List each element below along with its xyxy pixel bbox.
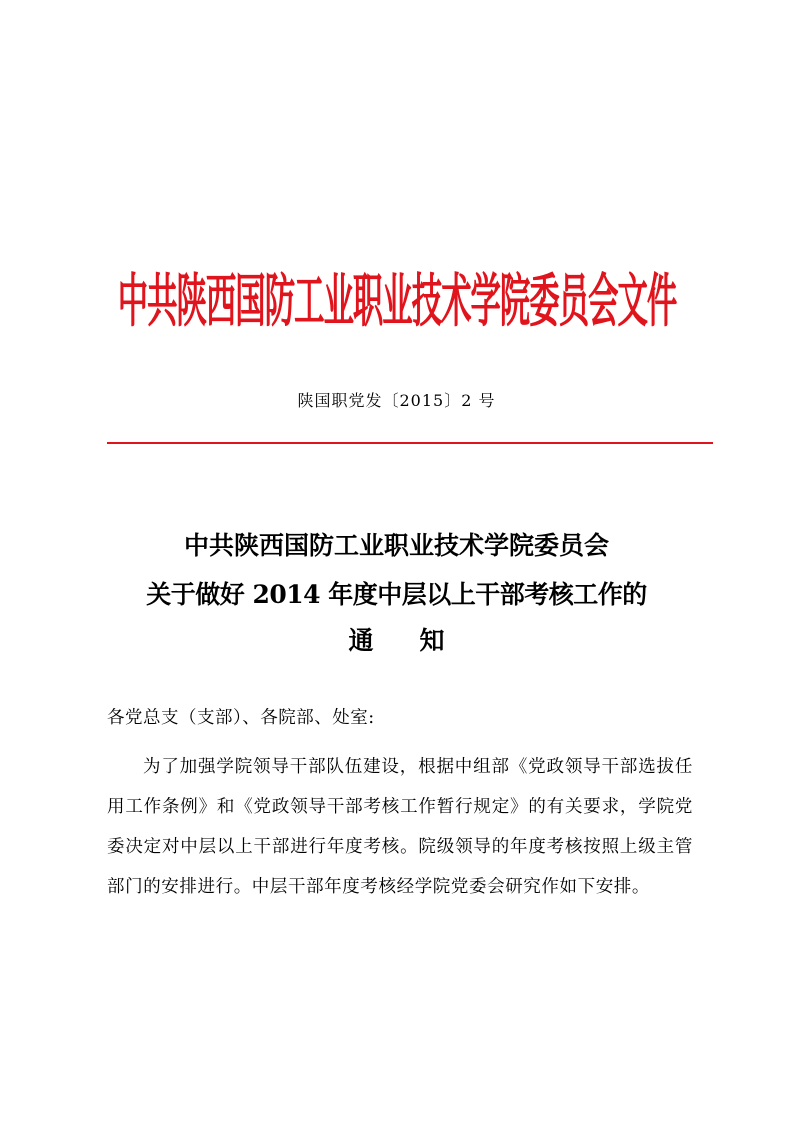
body-paragraph: 为了加强学院领导干部队伍建设，根据中组部《党政领导干部选拔任用工作条例》和《党政领导干部考核工作暂行规定》的有关要求，学院党委决定对中层以上干部进行年度考核。院级领导的年度考核按照上级主管部门的安排进行。中层干部年度考核经学院党委会研究作如下安排。 bbox=[107, 757, 693, 897]
document-title-line-2: 关于做好 2014 年度中层以上干部考核工作的 bbox=[146, 580, 647, 609]
title-char-zhi: 知 bbox=[419, 626, 445, 655]
document-title-line-3 bbox=[0, 621, 793, 661]
title-char-tong: 通 bbox=[348, 626, 374, 655]
red-divider-line bbox=[107, 442, 713, 444]
header-title-text: 中共陕西国防工业职业技术学院委员会文件 bbox=[117, 268, 676, 336]
salutation: 各党总支（支部）、各院部、处室: bbox=[107, 708, 375, 728]
document-title-line-1: 中共陕西国防工业职业技术学院委员会 bbox=[183, 531, 609, 560]
document-number: 陕国职党发〔2015〕2 号 bbox=[297, 391, 496, 410]
issuing-authority-header bbox=[0, 262, 793, 342]
